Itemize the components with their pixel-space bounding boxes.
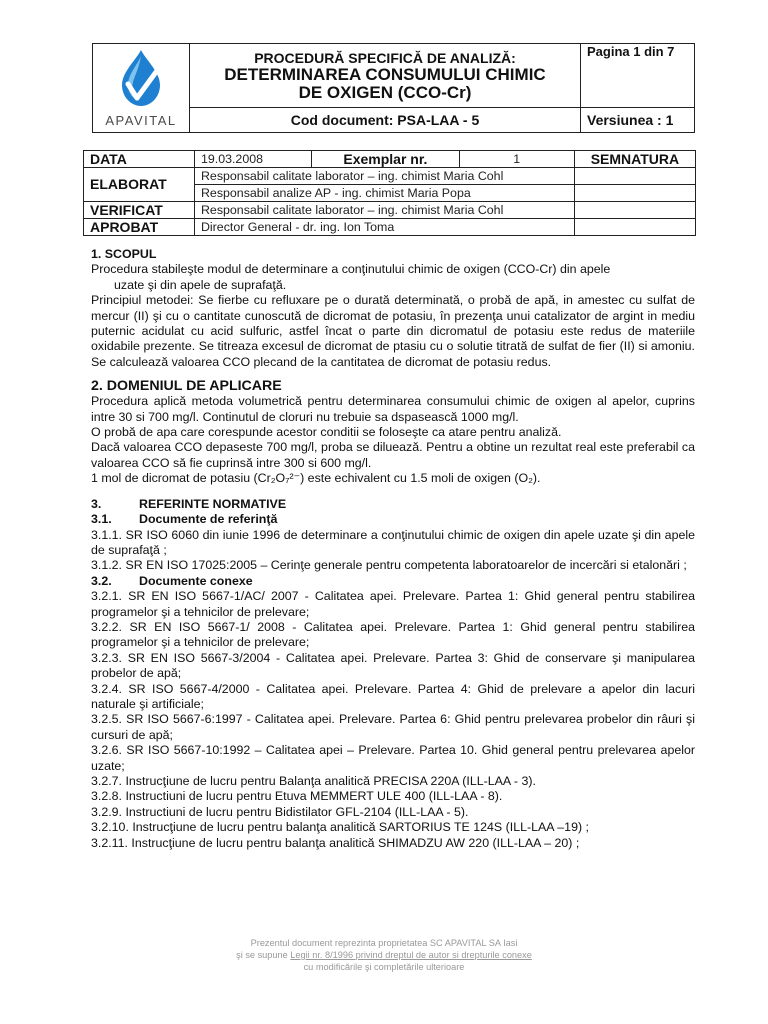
page-info: Pagina 1 din 7 bbox=[581, 44, 695, 108]
procedure-title-line2: DE OXIGEN (CCO-Cr) bbox=[298, 83, 472, 102]
elaborat-person-1: Responsabil calitate laborator – ing. chimist Maria Cohl bbox=[194, 168, 574, 185]
verificat-person: Responsabil calitate laborator – ing. chimist Maria Cohl bbox=[194, 202, 574, 219]
approval-table bbox=[83, 150, 696, 236]
list-item: 3.2.11. Instrucţiune de lucru pentru balanţa analitică SHIMADZU AW 220 (ILL-LAA – 20) ; bbox=[91, 835, 580, 850]
elaborat-label: ELABORAT bbox=[84, 168, 195, 202]
section-3-title: REFERINTE NORMATIVE bbox=[139, 496, 287, 511]
title-cell bbox=[190, 44, 581, 108]
footer-law-prefix: şi se supune bbox=[236, 950, 291, 960]
reference-3-1-2: 3.1.2. SR EN ISO 17025:2005 – Cerinţe generale pentru competenta laboratoarelor de incercări si etalonări ; bbox=[91, 558, 687, 573]
method-principle-label: Principiul metodei: bbox=[91, 293, 194, 308]
verificat-label: VERIFICAT bbox=[84, 202, 195, 219]
list-item: 3.2.5. SR ISO 5667-6:1997 - Calitatea apei. Prelevare. Partea 6: Ghid pentru prelevarea probelor din râuri şi cursuri de apă; bbox=[91, 712, 695, 742]
document-footer bbox=[0, 937, 768, 973]
list-item: 3.2.9. Instructiuni de lucru pentru Bidistilator GFL-2104 (ILL-LAA - 5). bbox=[91, 804, 469, 819]
aprobat-label: APROBAT bbox=[84, 219, 195, 236]
scope-of-application-p3: Dacă valoarea CCO depaseste 700 mg/l, proba se diluează. Pentru a obtine un rezultat real este preferabil ca valoarea CCO să fie cuprinsă intre 300 si 600 mg/l. bbox=[91, 440, 695, 470]
document-body bbox=[91, 247, 695, 851]
method-principle-text: Se fierbe cu refluxare pe o durată determinată, o probă de apă, in amestec cu sulfat de mercur (II) şi cu o cantitate cunoscută de dicromat de potasiu, în prezenţa unui catalizator de argint in mediu puternic acidulat cu acid sulfuric, astfel încat o parte din dicromatul de potasiu este redus de materiile oxidabile prezente. Se titreaza excesul de dicromat de ptasiu cu o solutie titrată de sulfat de fier (II) si amoniu. Se calculează valoarea CCO plecand de la cantitatea de dicromat de potasiu redus. bbox=[91, 293, 695, 369]
procedure-title-line1: DETERMINAREA CONSUMULUI CHIMIC bbox=[224, 65, 546, 84]
subsection-3-1-heading bbox=[91, 512, 695, 527]
list-item: 3.2.6. SR ISO 5667-10:1992 – Calitatea apei – Prelevare. Partea 10. Ghid general pentru prelevarea apelor uzate; bbox=[91, 743, 695, 773]
scope-of-application-p4: 1 mol de dicromat de potasiu (Cr₂O₇²⁻) este echivalent cu 1.5 moli de oxigen (O₂). bbox=[91, 471, 541, 486]
reference-3-1-1: 3.1.1. SR ISO 6060 din iunie 1996 de determinare a conţinutului chimic de oxigen din apele uzate şi din apele de suprafaţă ; bbox=[91, 527, 695, 557]
exemplar-label: Exemplar nr. bbox=[312, 151, 460, 168]
subsection-3-1-title: Documente de referinţă bbox=[139, 512, 278, 527]
method-principle bbox=[91, 293, 695, 370]
logo-cell bbox=[93, 44, 190, 133]
procedure-type-title: PROCEDURĂ SPECIFICĂ DE ANALIZĂ: bbox=[254, 50, 516, 66]
signature-cell bbox=[574, 219, 695, 236]
subsection-3-2-number: 3.2. bbox=[91, 573, 112, 588]
table-row bbox=[84, 202, 696, 219]
subsection-3-2-title: Documente conexe bbox=[139, 573, 253, 588]
scope-text: Procedura stabileşte modul de determinare a conţinutului chimic de oxigen (CCO-Cr) din apele bbox=[91, 262, 611, 277]
section-1-paragraph bbox=[91, 262, 695, 277]
list-item: 3.2.2. SR EN ISO 5667-1/ 2008 - Calitatea apei. Prelevare. Partea 1: Ghid general pentru stabilirea programelor şi a tehnicilor de prelevare; bbox=[91, 619, 695, 650]
list-item: 3.2.4. SR ISO 5667-4/2000 - Calitatea apei. Prelevare. Partea 4: Ghid de prelevare a apelor din lacuri naturale şi artificiale; bbox=[91, 681, 695, 711]
document-header bbox=[92, 43, 695, 133]
table-row bbox=[84, 219, 696, 236]
aprobat-person: Director General - dr. ing. Ion Toma bbox=[194, 219, 574, 236]
document-version: Versiunea : 1 bbox=[581, 108, 695, 133]
signature-cell bbox=[574, 202, 695, 219]
list-item: 3.2.10. Instrucţiune de lucru pentru balanţa analitică SARTORIUS TE 124S (ILL-LAA –19) ; bbox=[91, 820, 589, 835]
document-code: Cod document: PSA-LAA - 5 bbox=[190, 108, 581, 133]
footer-ownership: Prezentul document reprezinta proprietatea SC APAVITAL SA Iasi bbox=[250, 938, 518, 948]
list-item: 3.2.1. SR EN ISO 5667-1/AC/ 2007 - Calitatea apei. Prelevare. Partea 1: Ghid general pentru stabilirea programelor şi a tehnicilor de prelevare; bbox=[91, 589, 695, 619]
section-3-number: 3. bbox=[91, 496, 102, 511]
logo-text: APAVITAL bbox=[105, 113, 177, 128]
date-value: 19.03.2008 bbox=[194, 151, 311, 168]
list-item: 3.2.8. Instructiuni de lucru pentru Etuva MEMMERT ULE 400 (ILL-LAA - 8). bbox=[91, 789, 503, 804]
signature-label: SEMNATURA bbox=[574, 151, 695, 168]
section-1-heading: 1. SCOPUL bbox=[91, 247, 157, 261]
table-row bbox=[84, 168, 696, 185]
subsection-3-1-number: 3.1. bbox=[91, 512, 112, 527]
scope-of-application-p2: O probă de apa care corespunde acestor conditii se foloseşte ca atare pentru analiză. bbox=[91, 425, 562, 440]
section-3-heading bbox=[91, 497, 695, 512]
date-label: DATA bbox=[84, 151, 195, 168]
list-item: 3.2.7. Instrucţiune de lucru pentru Balanţa analitică PRECISA 220A (ILL-LAA - 3). bbox=[91, 774, 536, 788]
table-row bbox=[84, 151, 696, 168]
elaborat-person-2: Responsabil analize AP - ing. chimist Maria Popa bbox=[194, 185, 574, 202]
footer-law-line bbox=[0, 949, 768, 961]
scope-of-application-p1: Procedura aplică metoda volumetrică pentru determinarea consumului chimic de oxigen al apelor, cuprins intre 30 si 700 mg/l. Continutul de cloruri nu trebuie sa dspasească 1000 mg/l. bbox=[91, 394, 695, 424]
signature-cell bbox=[574, 185, 695, 202]
subsection-3-2-heading bbox=[91, 574, 695, 589]
apavital-logo-icon bbox=[106, 48, 176, 110]
footer-law-link[interactable]: Legii nr. 8/1996 privind dreptul de autor si drepturile conexe bbox=[290, 950, 532, 960]
section-2-heading: 2. DOMENIUL DE APLICARE bbox=[91, 378, 282, 395]
exemplar-value: 1 bbox=[459, 151, 574, 168]
scope-text-continued: uzate şi din apele de suprafaţă. bbox=[114, 277, 287, 292]
signature-cell bbox=[574, 168, 695, 185]
footer-amendments: cu modificările şi completările ulterioare bbox=[303, 962, 465, 972]
list-item: 3.2.3. SR EN ISO 5667-3/2004 - Calitatea apei. Prelevare. Partea 3: Ghid de conservare şi manipularea probelor de apă; bbox=[91, 650, 695, 681]
